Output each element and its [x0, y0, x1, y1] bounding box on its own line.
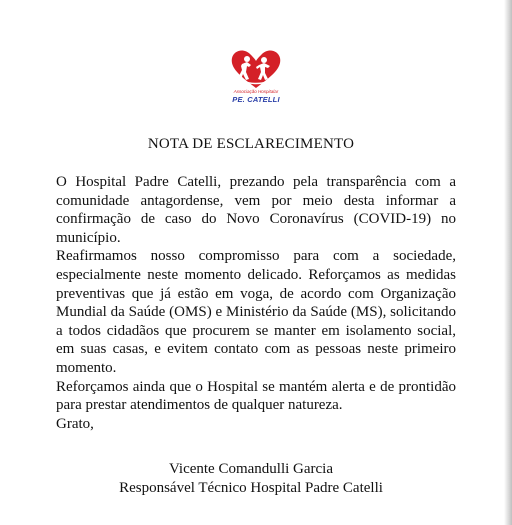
- paragraph-alert: Reforçamos ainda que o Hospital se mantém alerta e de prontidão para prestar atendimentos de qualquer natureza.: [56, 378, 456, 414]
- paragraph-closing: Grato,: [56, 415, 94, 432]
- document-body: [56, 173, 456, 433]
- document-title: NOTA DE ESCLARECIMENTO: [147, 136, 355, 152]
- hospital-logo: [220, 46, 292, 108]
- signature-block: [0, 460, 502, 498]
- signature-name: Vicente Comandulli Garcia: [168, 461, 334, 477]
- logo-org-subtitle: Associação Hospitalar: [233, 89, 279, 94]
- paragraph-commitment: Reafirmamos nosso compromisso para com a sociedade, especialmente neste momento delicado. Reforçamos as medidas preventivas que já estão em voga, de acordo com Organização Mundial da Saúde (OMS) e Ministério da Saúde (MS), solicitando a todos cidadãos que procurem se manter em isolamento social, em suas casas, e evitem contato com as pessoas neste primeiro momento.: [56, 248, 456, 376]
- page-edge-shadow: [504, 0, 512, 525]
- heart-logo-icon: [220, 46, 292, 90]
- paragraph-confirmation: O Hospital Padre Catelli, prezando pela transparência com a comunidade antagordense, vem por meio desta informar a confirmação de caso do Novo Coronavírus (COVID-19) no município.: [56, 174, 456, 246]
- signature-role: Responsável Técnico Hospital Padre Catelli: [119, 480, 383, 496]
- logo-org-name: PE. CATELLI: [232, 95, 280, 104]
